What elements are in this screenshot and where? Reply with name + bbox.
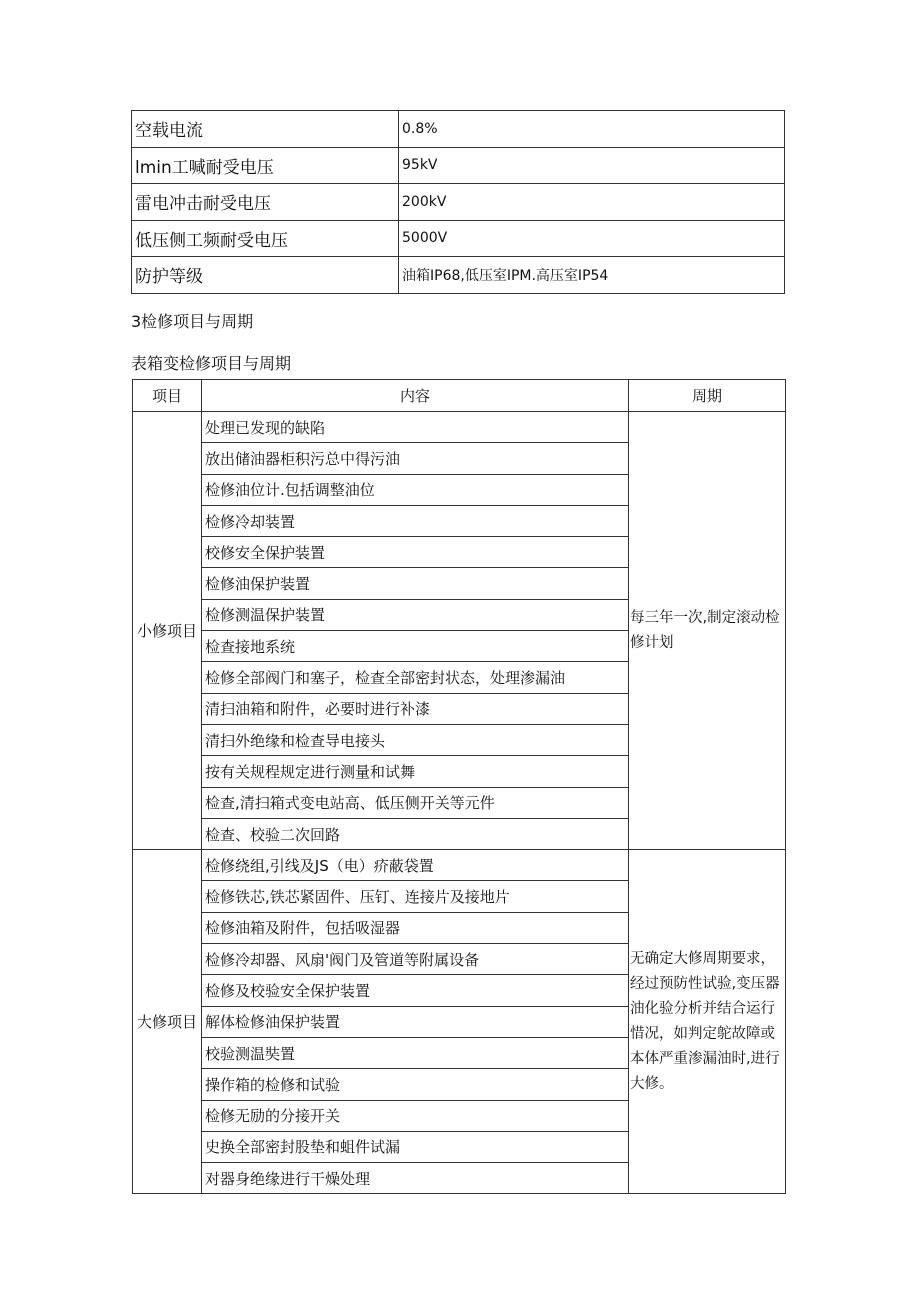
spec-label: 空载电流 (132, 111, 399, 148)
header-period: 周期 (629, 380, 786, 412)
minor-item: 检修油位计.包括调整油位 (202, 474, 629, 505)
major-item: 史换全部密封股垫和蛆件试漏 (202, 1131, 629, 1162)
spec-value: 95kV (399, 147, 785, 184)
minor-item: 检查,清扫箱式变电站高、低压侧开关等元件 (202, 787, 629, 818)
spec-row (132, 111, 785, 148)
major-item: 检修油箱及附件，包括吸湿器 (202, 912, 629, 943)
table-row (133, 850, 786, 881)
minor-item: 清扫油箱和附件，必要时进行补漆 (202, 693, 629, 724)
spec-value: 0.8% (399, 111, 785, 148)
header-content: 内容 (202, 380, 629, 412)
maintenance-table (132, 379, 786, 1194)
major-period: 无确定大修周期要求，经过预防性试验,变压器油化验分析并结合运行惜况，如判定鸵故障或本体严重渗漏油时,进行大修。 (629, 850, 786, 1194)
header-item: 项目 (133, 380, 202, 412)
spec-row (132, 257, 785, 294)
major-item: 操作箱的检修和试验 (202, 1069, 629, 1100)
minor-item: 放出储油器柜积污总中得污油 (202, 443, 629, 474)
spec-label: 雷电冲击耐受电压 (132, 184, 399, 221)
spec-label: 低压侧工频耐受电压 (132, 220, 399, 257)
major-item: 检修无励的分接开关 (202, 1100, 629, 1131)
major-item: 检修及校验安全保护装置 (202, 975, 629, 1006)
major-item: 检修冷却器、风扇'阀门及管道等附属设备 (202, 944, 629, 975)
minor-item: 检修冷却装置 (202, 505, 629, 536)
minor-item: 处理已发现的缺陷 (202, 412, 629, 443)
minor-item: 检修油保护装置 (202, 568, 629, 599)
spec-value: 5000V (399, 220, 785, 257)
minor-category: 小修项目 (133, 412, 202, 850)
spec-label: 防护等级 (132, 257, 399, 294)
minor-item: 检查接地系统 (202, 631, 629, 662)
spec-value: 油箱IP68,低压室IPM.高压室IP54 (399, 257, 785, 294)
minor-period: 每三年一次,制定滚动检修计划 (629, 412, 786, 850)
major-item: 检修铁芯,铁芯紧固件、压钉、连接片及接地片 (202, 881, 629, 912)
spec-label: lmin工喊耐受电压 (132, 147, 399, 184)
minor-item: 检修全部阀门和塞子，检查全部密封状态，处理渗漏油 (202, 662, 629, 693)
major-item: 解体检修油保护装置 (202, 1006, 629, 1037)
minor-item: 校修安全保护装置 (202, 537, 629, 568)
spec-row (132, 147, 785, 184)
table-title: 表箱变检修项目与周期 (131, 354, 292, 373)
spec-value: 200kV (399, 184, 785, 221)
spec-row (132, 184, 785, 221)
spec-table (131, 110, 785, 294)
major-item: 检修绕组,引线及JS（电）疥蔽袋置 (202, 850, 629, 881)
major-category: 大修项目 (133, 850, 202, 1194)
minor-item: 检修测温保护装置 (202, 599, 629, 630)
minor-item: 检查、校验二次回路 (202, 818, 629, 849)
header-row (133, 380, 786, 412)
spec-row (132, 220, 785, 257)
minor-item: 清扫外绝缘和检查导电接头 (202, 724, 629, 755)
section-heading: 3检修项目与周期 (131, 312, 254, 331)
minor-item: 按有关规程规定进行测量和试舞 (202, 756, 629, 787)
table-row (133, 412, 786, 443)
major-item: 对器身绝缘进行干燥处理 (202, 1163, 629, 1194)
major-item: 校验测温奘置 (202, 1037, 629, 1068)
